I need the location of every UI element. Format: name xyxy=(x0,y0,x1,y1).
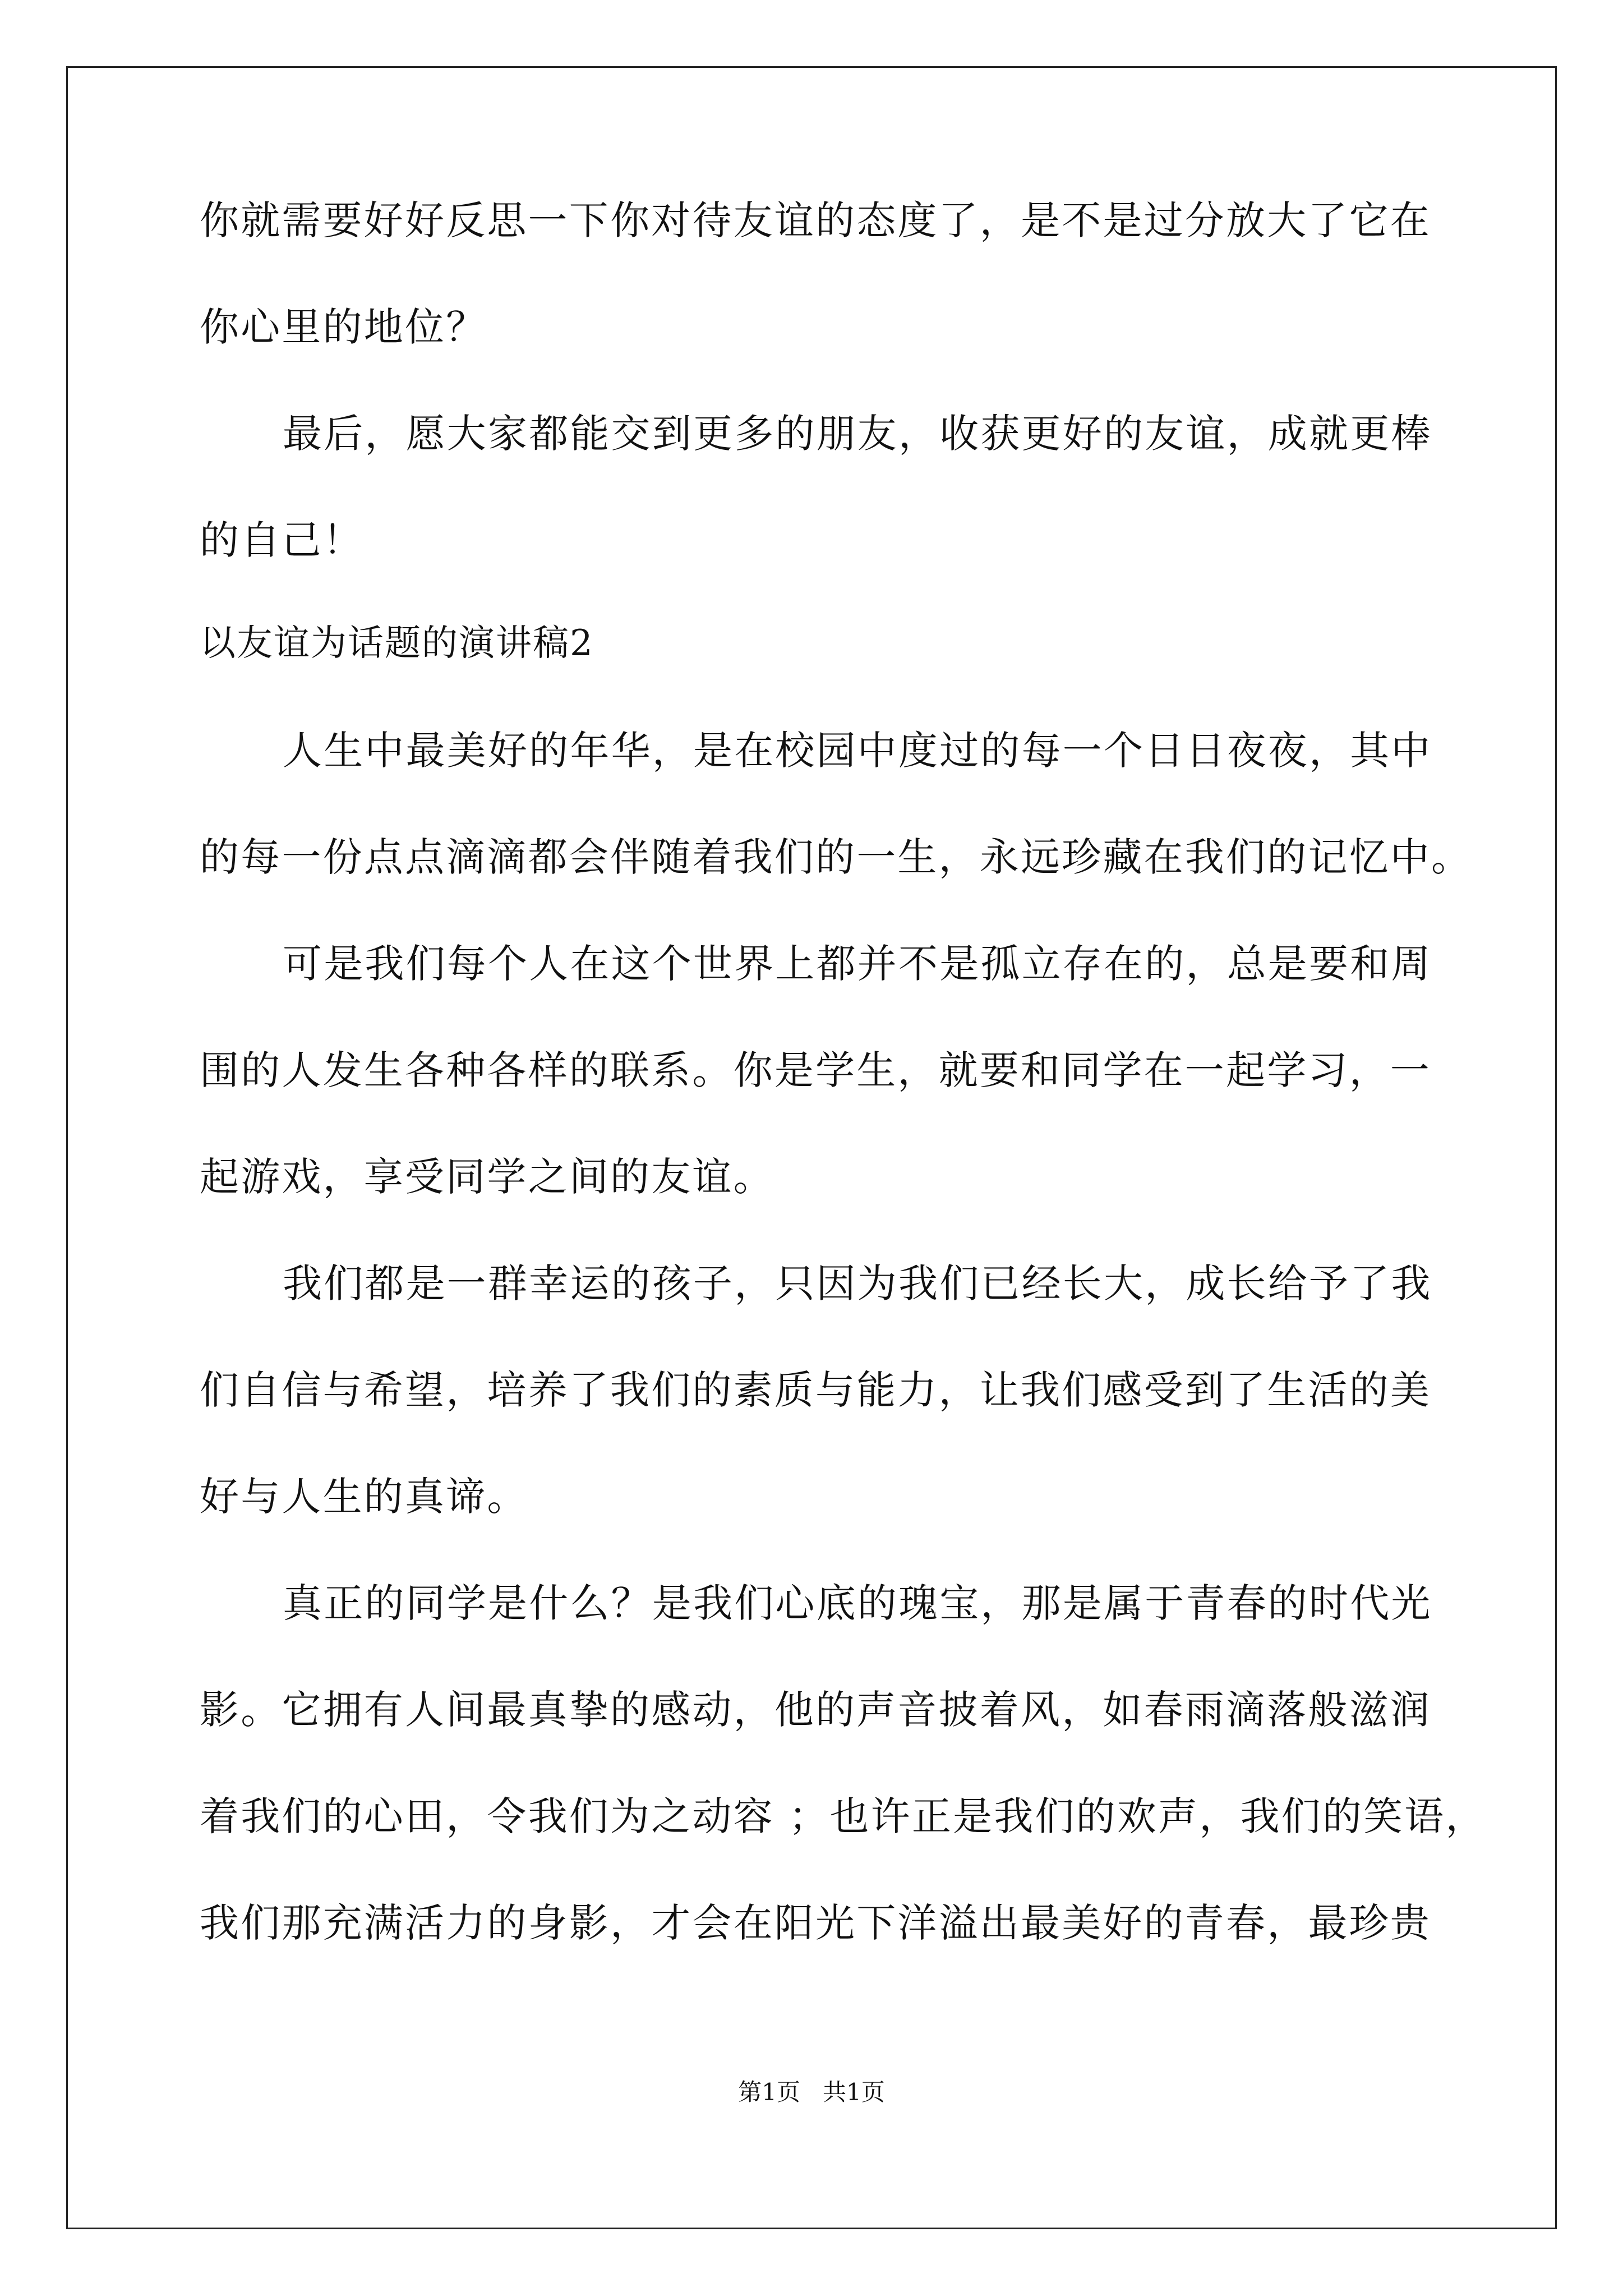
body-line-11: 我们都是一群幸运的孩子，只因为我们已经长大，成长给予了我 xyxy=(283,1260,1432,1306)
body-line-10: 起游戏，享受同学之间的友谊。 xyxy=(200,1154,774,1200)
body-line-8: 可是我们每个人在这个世界上都并不是孤立存在的，总是要和周 xyxy=(283,941,1432,987)
body-line-9: 围的人发生各种各样的联系。你是学生，就要和同学在一起学习，一 xyxy=(200,1047,1431,1093)
body-line-4: 的自己！ xyxy=(200,517,364,563)
body-line-14: 真正的同学是什么？是我们心底的瑰宝，那是属于青春的时代光 xyxy=(283,1580,1432,1626)
body-line-15: 影。它拥有人间最真挚的感动，他的声音披着风，如春雨滴落般滋润 xyxy=(200,1687,1431,1733)
body-line-6: 人生中最美好的年华，是在校园中度过的每一个日日夜夜，其中 xyxy=(283,728,1432,774)
body-line-1: 你就需要好好反思一下你对待友谊的态度了，是不是过分放大了它在 xyxy=(200,197,1431,243)
page-footer xyxy=(0,2076,1623,2109)
body-line-2: 你心里的地位？ xyxy=(200,304,487,350)
body-line-17: 我们那充满活力的身影，才会在阳光下洋溢出最美好的青春，最珍贵 xyxy=(200,1900,1431,1946)
body-line-12: 们自信与希望，培养了我们的素质与能力，让我们感受到了生活的美 xyxy=(200,1367,1431,1413)
page-number: 第1页 xyxy=(738,2078,800,2106)
body-line-13: 好与人生的真谛。 xyxy=(200,1474,528,1520)
body-line-3: 最后，愿大家都能交到更多的朋友，收获更好的友谊，成就更棒 xyxy=(283,411,1432,457)
section-heading: 以友谊为话题的演讲稿2 xyxy=(200,623,594,664)
page-total: 共1页 xyxy=(823,2078,885,2106)
body-line-16: 着我们的心田，令我们为之动容 ；也许正是我们的欢声，我们的笑语， xyxy=(200,1793,1487,1839)
body-line-7: 的每一份点点滴滴都会伴随着我们的一生，永远珍藏在我们的记忆中。 xyxy=(200,834,1473,880)
